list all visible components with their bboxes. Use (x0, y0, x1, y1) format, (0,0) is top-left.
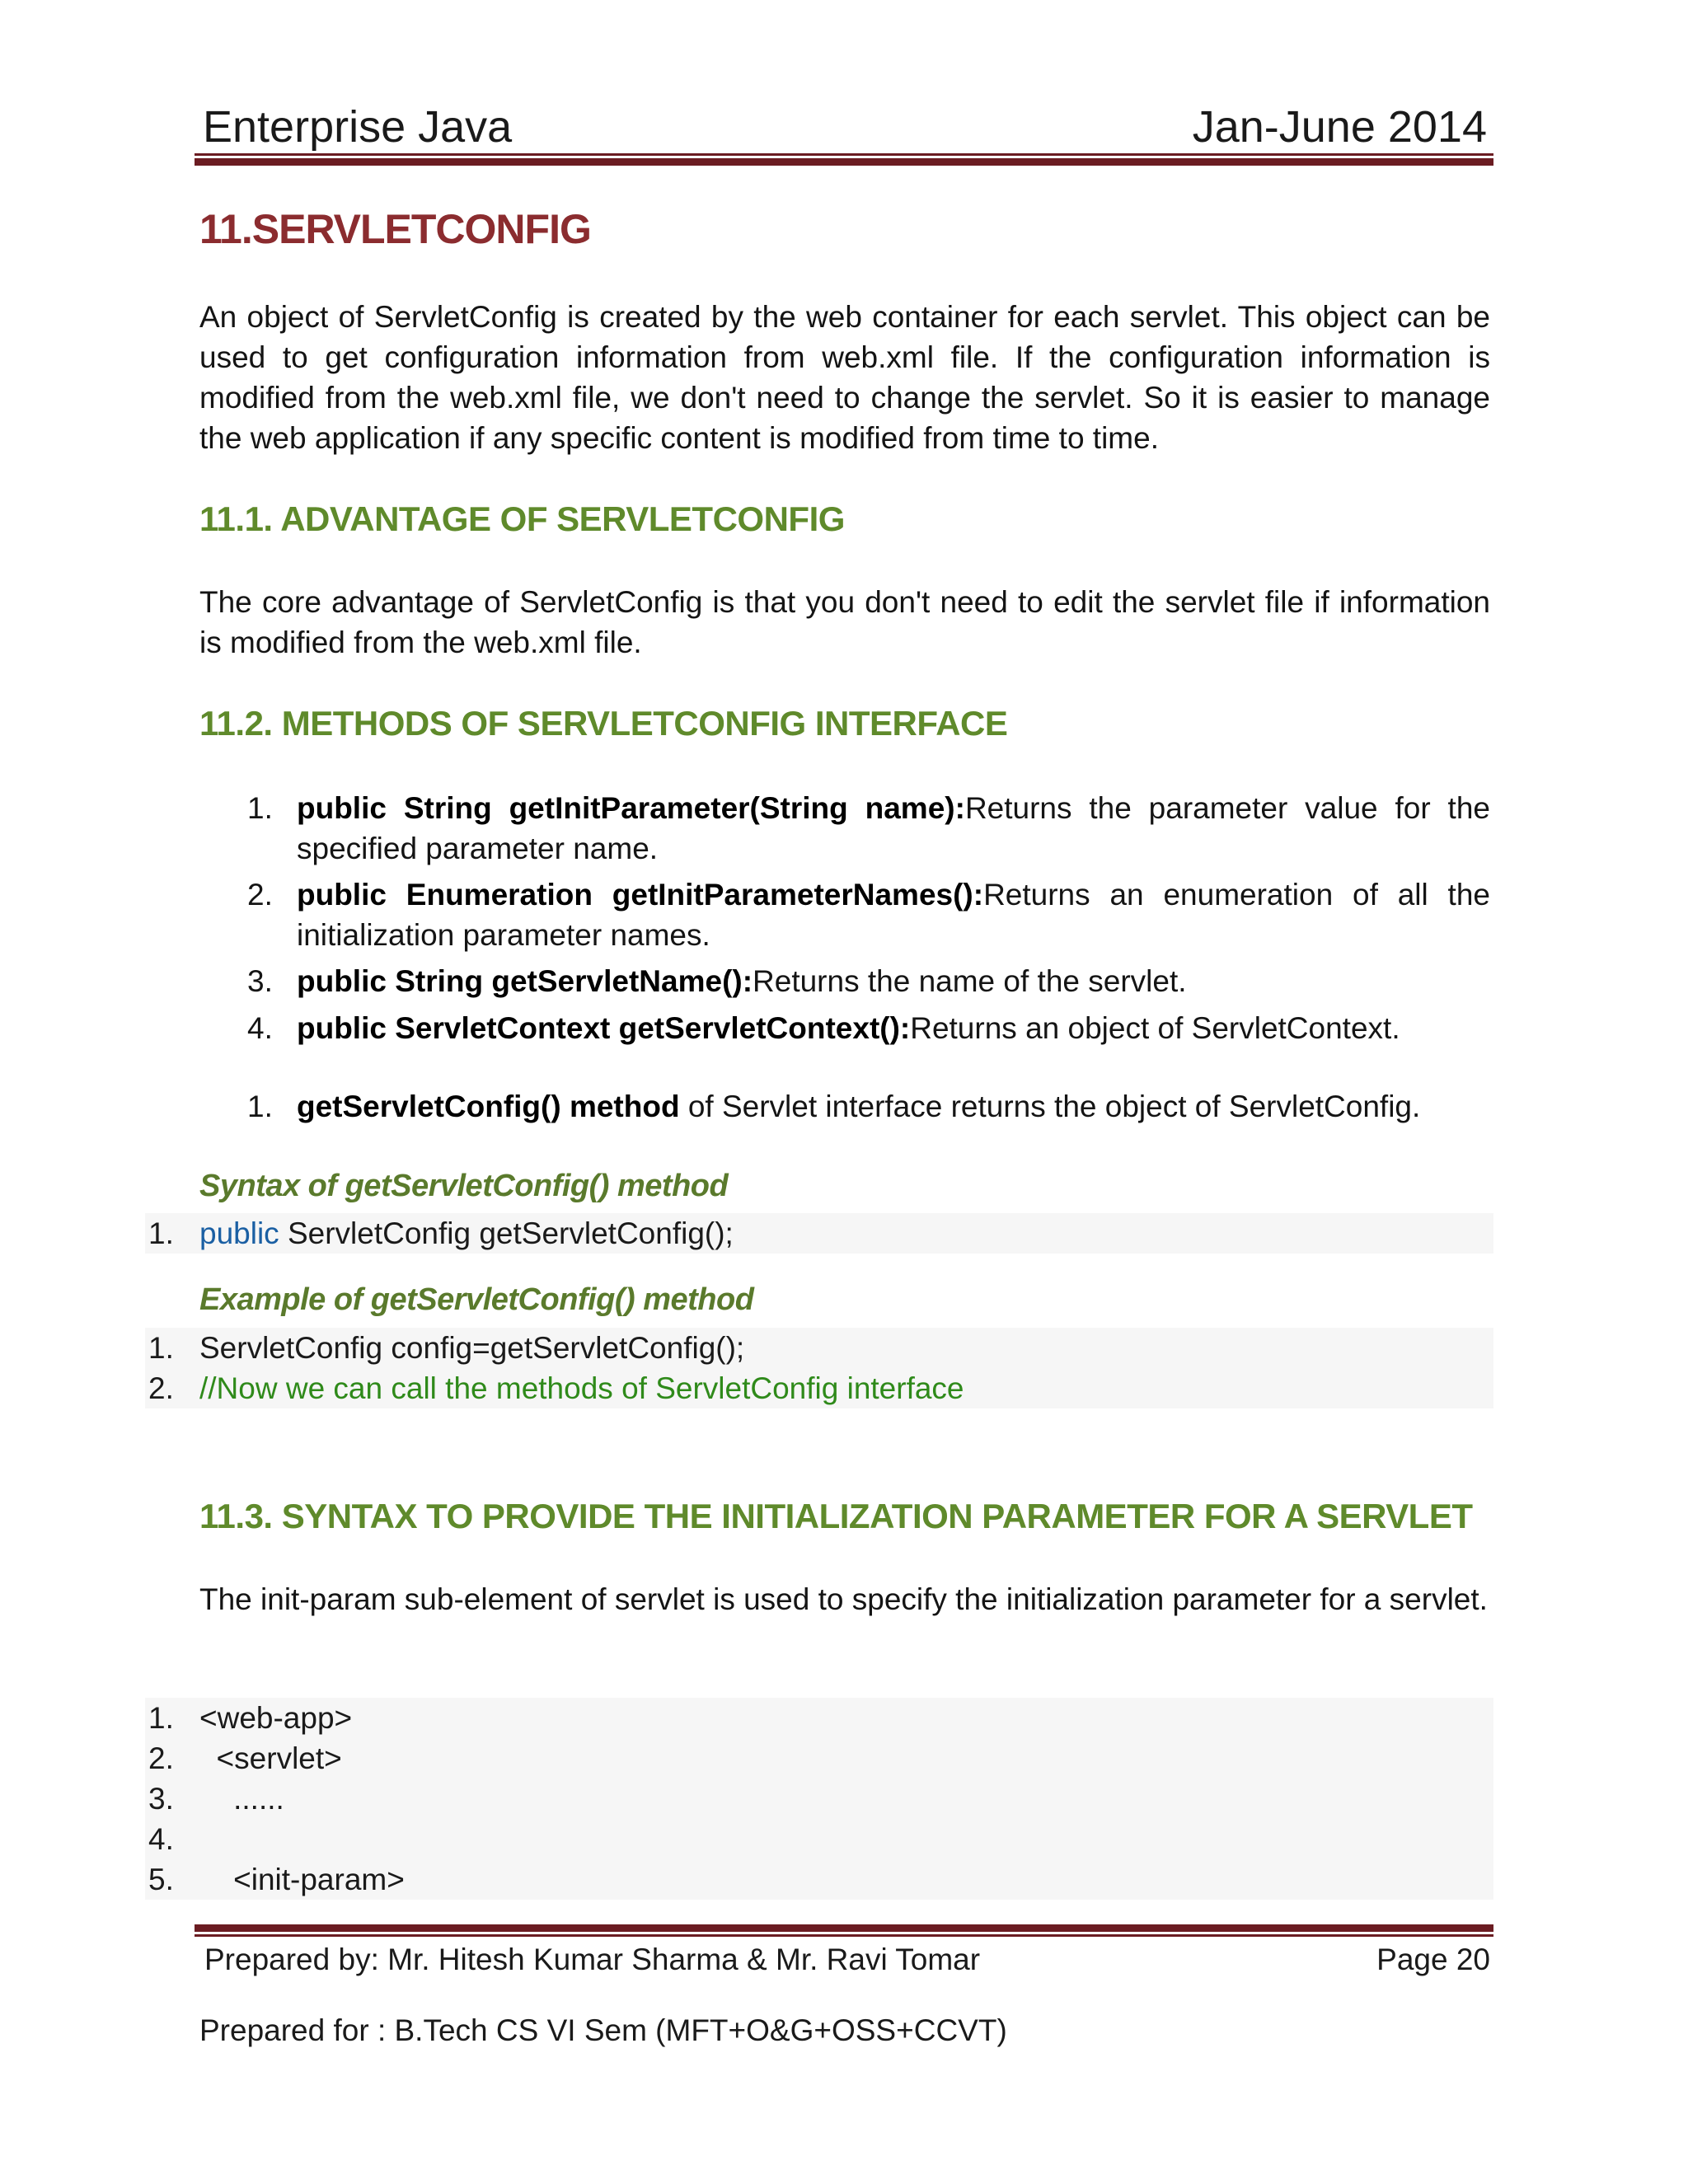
line-number: 5. (148, 1863, 174, 1896)
code-line (145, 1779, 1493, 1819)
method-signature: public String getInitParameter(String name): (297, 791, 965, 825)
footer-page-number: Page 20 (1376, 1943, 1490, 1976)
example-code-block (145, 1328, 1493, 1408)
code-line (145, 1368, 1493, 1408)
footer-prepared-for: Prepared for : B.Tech CS VI Sem (MFT+O&G+OSS+CCVT) (199, 2013, 1007, 2047)
method-description: Returns an object of ServletContext. (910, 1011, 1400, 1045)
code-text: ...... (199, 1782, 284, 1816)
code-text: ServletConfig getServletConfig(); (279, 1216, 734, 1250)
line-number: 1. (148, 1216, 174, 1250)
method-description: Returns the name of the servlet. (753, 964, 1187, 998)
intro-paragraph: An object of ServletConfig is created by the web container for each servlet. This object can be used to get configuration information from web.xml file. If the configuration information is modified from the web.xml file, we don't need to change the servlet. So it is easier to manage the web application if any specific content is modified from time to time. (199, 300, 1490, 455)
list-number: 1. (247, 1090, 273, 1123)
footer-rule-thin (195, 1934, 1493, 1937)
line-number: 3. (148, 1782, 174, 1816)
code-text: ServletConfig config=getServletConfig(); (199, 1331, 745, 1365)
header-rule-thick (195, 158, 1493, 166)
method-description: of Servlet interface returns the object of ServletConfig. (679, 1090, 1421, 1123)
code-keyword: public (199, 1216, 279, 1250)
header-rule-thin (195, 153, 1493, 156)
method-description: Returns the parameter value for the specified parameter name. (297, 791, 1490, 865)
footer-prepared-by: Prepared by: Mr. Hitesh Kumar Sharma & Mr. Ravi Tomar (204, 1943, 981, 1976)
code-text: <init-param> (199, 1863, 405, 1896)
code-comment: //Now we can call the methods of ServletConfig interface (199, 1371, 964, 1405)
initparam-paragraph: The init-param sub-element of servlet is used to specify the initialization parameter for a servlet. (199, 1582, 1488, 1616)
code-line (145, 1819, 1493, 1859)
initparam-code-block (145, 1698, 1493, 1900)
advantage-heading: 11.1. ADVANTAGE OF SERVLETCONFIG (199, 499, 845, 538)
initparam-heading: 11.3. SYNTAX TO PROVIDE THE INITIALIZATION PARAMETER FOR A SERVLET (199, 1497, 1473, 1535)
code-line (145, 1328, 1493, 1368)
method-signature: public String getServletName(): (297, 964, 753, 998)
line-number: 2. (148, 1741, 174, 1775)
syntax-code-block (145, 1213, 1493, 1254)
advantage-paragraph: The core advantage of ServletConfig is that you don't need to edit the servlet file if information is modified from the web.xml file. (199, 585, 1490, 659)
footer-rule-thick (195, 1924, 1493, 1932)
code-text: <servlet> (199, 1741, 342, 1775)
line-number: 1. (148, 1331, 174, 1365)
list-number: 4. (247, 1011, 273, 1045)
list-number: 2. (247, 878, 273, 912)
header-date: Jan-June 2014 (1192, 102, 1487, 152)
line-number: 2. (148, 1371, 174, 1405)
header-title: Enterprise Java (203, 102, 513, 152)
code-line (145, 1213, 1493, 1254)
line-number: 4. (148, 1822, 174, 1856)
method-signature: public ServletContext getServletContext(): (297, 1011, 911, 1045)
method-signature: public Enumeration getInitParameterNames(): (297, 878, 984, 912)
code-line (145, 1698, 1493, 1738)
method-signature: getServletConfig() method (297, 1090, 680, 1123)
method-description: Returns an enumeration of all the initialization parameter names. (297, 878, 1490, 952)
example-heading: Example of getServletConfig() method (199, 1282, 754, 1317)
list-number: 1. (247, 791, 273, 825)
section-title: 11.SERVLETCONFIG (199, 206, 591, 252)
code-text: <web-app> (199, 1701, 353, 1735)
code-line (145, 1738, 1493, 1779)
line-number: 1. (148, 1701, 174, 1735)
syntax-heading: Syntax of getServletConfig() method (199, 1169, 729, 1203)
code-line (145, 1859, 1493, 1900)
methods-heading: 11.2. METHODS OF SERVLETCONFIG INTERFACE (199, 704, 1008, 743)
list-number: 3. (247, 964, 273, 998)
